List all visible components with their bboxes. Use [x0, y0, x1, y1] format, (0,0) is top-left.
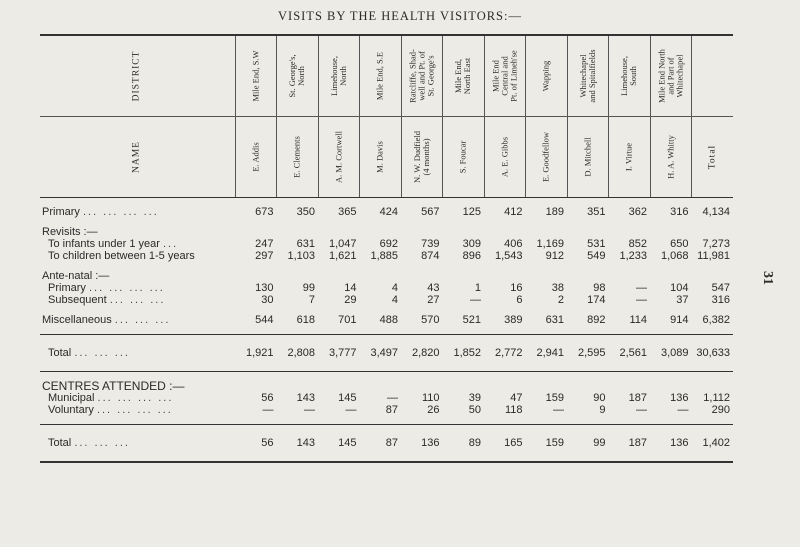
value-cell: 1,852 — [443, 335, 485, 372]
name-header-cell — [650, 117, 692, 198]
district-header: Whitechapel and Spitalfields — [577, 49, 597, 103]
value-cell: 159 — [545, 392, 564, 404]
name-header-cell — [277, 117, 319, 198]
row-label-text: Municipal — [48, 392, 95, 404]
row-label — [40, 404, 235, 416]
value-cell: 56 — [235, 425, 277, 463]
value-cell: 531 — [587, 238, 606, 250]
section-label: Ante-natal :— — [42, 270, 110, 282]
value-cell: 187 — [609, 425, 651, 463]
name-header: E. Clements — [291, 136, 302, 178]
name-header: H. A. Whitty — [665, 135, 676, 179]
table-row-total — [40, 335, 733, 372]
value-cell: 27 — [427, 294, 440, 306]
value-cell: 567 — [421, 206, 440, 218]
name-header: I. Virtue — [623, 142, 634, 172]
value-cell: 406 — [504, 238, 523, 250]
spacer-row — [40, 416, 733, 425]
value-cell: — — [387, 392, 398, 404]
value-cell: 297 — [255, 250, 274, 262]
row-label — [40, 392, 235, 404]
value-cell: 424 — [379, 206, 398, 218]
district-header-cell-empty — [692, 35, 734, 117]
table-row-children — [40, 250, 733, 262]
name-header-cell — [484, 117, 526, 198]
district-header: Mile End North and Part of Whitechapel — [656, 49, 685, 103]
value-cell: 351 — [587, 206, 606, 218]
total-cell: 1,112 — [703, 392, 730, 404]
value-cell: 136 — [670, 392, 689, 404]
value-cell: 110 — [421, 392, 440, 404]
row-label: To children between 1-5 years — [48, 250, 195, 262]
leader-dots: ... ... ... ... — [97, 392, 174, 404]
value-cell: 1,543 — [494, 250, 523, 262]
value-cell: 1,169 — [536, 238, 564, 250]
name-header: N. W. Dudfield (4 months) — [411, 131, 431, 183]
value-cell: 114 — [629, 314, 647, 326]
name-header-cell — [526, 117, 568, 198]
value-cell: — — [553, 404, 564, 416]
value-cell: — — [470, 294, 481, 306]
section-row-revisits — [40, 226, 733, 238]
district-header: Mile End, S.E — [374, 51, 385, 101]
total-header-cell — [692, 117, 734, 198]
row-label-text: Primary — [42, 206, 80, 218]
name-header-cell — [609, 117, 651, 198]
value-cell: 3,497 — [360, 335, 402, 372]
total-cell: 7,273 — [702, 238, 730, 250]
value-cell: 365 — [338, 206, 357, 218]
value-cell: 412 — [504, 206, 523, 218]
value-cell: 7 — [308, 294, 315, 306]
value-cell: — — [636, 282, 647, 294]
value-cell: 143 — [296, 392, 315, 404]
total-cell: 30,633 — [692, 335, 734, 372]
value-cell: 118 — [504, 404, 523, 416]
value-cell: 2,772 — [484, 335, 526, 372]
value-cell: 47 — [510, 392, 523, 404]
value-cell: 631 — [296, 238, 315, 250]
value-cell: 89 — [443, 425, 485, 463]
name-header-cell — [235, 117, 277, 198]
value-cell: 1,621 — [328, 250, 357, 262]
value-cell: 1,103 — [287, 250, 315, 262]
value-cell: 174 — [587, 294, 606, 306]
total-cell: 6,382 — [702, 314, 730, 326]
value-cell: 1,068 — [660, 250, 689, 262]
value-cell: 673 — [255, 206, 274, 218]
spacer-row — [40, 306, 733, 314]
row-label — [40, 206, 235, 218]
total-header: Total — [707, 144, 717, 170]
value-cell: 43 — [427, 282, 440, 294]
table-row-voluntary — [40, 404, 733, 416]
name-header: D. Mitchell — [582, 137, 593, 177]
table-row-total — [40, 425, 733, 463]
spacer-row — [40, 326, 733, 335]
total-cell: 547 — [711, 282, 730, 294]
district-header-cell — [401, 35, 443, 117]
value-cell: 143 — [277, 425, 319, 463]
leader-dots: ... ... ... ... — [82, 206, 159, 218]
district-header-cell — [650, 35, 692, 117]
value-cell: 650 — [670, 238, 689, 250]
leader-dots: ... ... ... ... — [88, 282, 165, 294]
value-cell: 87 — [360, 425, 402, 463]
spacer-row — [40, 198, 733, 207]
value-cell: — — [636, 404, 647, 416]
row-label — [40, 238, 235, 250]
value-cell: 739 — [421, 238, 440, 250]
leader-dots: ... ... ... — [74, 347, 130, 359]
value-cell: 37 — [676, 294, 689, 306]
value-cell: 136 — [401, 425, 443, 463]
leader-dots: ... ... ... — [74, 437, 130, 449]
value-cell: 2,808 — [277, 335, 319, 372]
value-cell: 104 — [670, 282, 689, 294]
district-header-cell — [318, 35, 360, 117]
name-header: E. Goodfellow — [540, 131, 551, 183]
value-cell: 145 — [318, 425, 360, 463]
value-cell: 38 — [551, 282, 564, 294]
value-cell: 2,820 — [401, 335, 443, 372]
value-cell: 544 — [255, 314, 274, 326]
name-header: A. E. Gibbs — [499, 136, 510, 178]
total-cell: 316 — [711, 294, 730, 306]
district-header: Limehouse, North — [328, 56, 348, 96]
district-header: Wapping — [540, 60, 551, 92]
value-cell: — — [262, 404, 274, 416]
value-cell: 1,885 — [370, 250, 398, 262]
district-header: Mile End Central and Pt. of Limeh'se — [490, 50, 519, 102]
value-cell: 350 — [296, 206, 315, 218]
value-cell: — — [304, 404, 315, 416]
spacer-row — [40, 262, 733, 270]
section-row-centres — [40, 380, 733, 392]
row-label-text: Voluntary — [48, 404, 94, 416]
leader-dots: ... — [162, 238, 179, 250]
value-cell: 852 — [628, 238, 647, 250]
value-cell: 1,921 — [235, 335, 277, 372]
value-cell: 99 — [567, 425, 609, 463]
row-label — [40, 425, 235, 463]
value-cell: 896 — [462, 250, 481, 262]
value-cell: 189 — [545, 206, 564, 218]
name-label: NAME — [131, 141, 142, 173]
value-cell: — — [345, 404, 357, 416]
table-row-municipal — [40, 392, 733, 404]
value-cell: 3,089 — [650, 335, 692, 372]
value-cell: 570 — [421, 314, 440, 326]
value-cell: 362 — [628, 206, 647, 218]
value-cell: 87 — [385, 404, 398, 416]
value-cell: 914 — [670, 314, 689, 326]
value-cell: 389 — [504, 314, 523, 326]
name-header-cell — [360, 117, 402, 198]
value-cell: 247 — [255, 238, 274, 250]
page-number: 31 — [760, 271, 775, 285]
section-row-antenatal — [40, 270, 733, 282]
value-cell: 3,777 — [318, 335, 360, 372]
district-header: St. George's, North — [287, 54, 307, 98]
value-cell: 125 — [462, 206, 481, 218]
row-label-text: Primary — [48, 282, 86, 294]
district-header-cell — [277, 35, 319, 117]
value-cell: 1,233 — [619, 250, 647, 262]
value-cell: 309 — [462, 238, 481, 250]
value-cell: 130 — [255, 282, 274, 294]
value-cell: 9 — [599, 404, 606, 416]
name-header-cell — [567, 117, 609, 198]
value-cell: 874 — [421, 250, 440, 262]
total-cell: 4,134 — [702, 206, 730, 218]
name-header: A. M. Cortwell — [333, 131, 344, 183]
value-cell: 50 — [468, 404, 481, 416]
total-cell: 1,402 — [692, 425, 734, 463]
name-header-cell — [401, 117, 443, 198]
name-header: E. Addis — [250, 142, 261, 172]
table-row-antenatal-subsequent — [40, 294, 733, 306]
value-cell: 521 — [462, 314, 481, 326]
district-header-cell — [526, 35, 568, 117]
name-label-cell — [40, 117, 235, 198]
value-cell: 2,595 — [567, 335, 609, 372]
value-cell: 1,047 — [328, 238, 357, 250]
name-header: M. Davis — [374, 141, 385, 173]
district-header-row — [40, 35, 733, 117]
row-label-text: Subsequent — [48, 294, 107, 306]
table-row-antenatal-primary — [40, 282, 733, 294]
value-cell: 56 — [261, 392, 274, 404]
value-cell: 701 — [338, 314, 357, 326]
name-header: S. Foucar — [457, 140, 468, 174]
value-cell: 145 — [338, 392, 357, 404]
district-label: DISTRICT — [131, 50, 142, 102]
row-label — [40, 335, 235, 372]
value-cell: — — [677, 404, 689, 416]
district-header-cell — [443, 35, 485, 117]
row-label-text: Total — [48, 347, 72, 359]
value-cell: 1 — [474, 282, 481, 294]
row-label-text: To infants under 1 year — [48, 238, 160, 250]
value-cell: 29 — [344, 294, 357, 306]
value-cell: 39 — [468, 392, 481, 404]
total-cell: 290 — [711, 404, 730, 416]
value-cell: 14 — [344, 282, 357, 294]
district-header: Limehouse, South — [619, 56, 639, 96]
value-cell: 549 — [587, 250, 606, 262]
value-cell: 26 — [427, 404, 440, 416]
section-label: Revisits :— — [42, 226, 98, 238]
district-label-cell — [40, 35, 235, 117]
table-row-primary — [40, 206, 733, 218]
table-row-infants — [40, 238, 733, 250]
row-label — [40, 282, 235, 294]
value-cell: 912 — [545, 250, 564, 262]
value-cell: — — [636, 294, 647, 306]
page-title: VISITS BY THE HEALTH VISITORS:— — [278, 9, 522, 23]
value-cell: 692 — [379, 238, 398, 250]
name-header-cell — [443, 117, 485, 198]
value-cell: 4 — [391, 282, 398, 294]
value-cell: 30 — [261, 294, 274, 306]
value-cell: 165 — [484, 425, 526, 463]
spacer-row — [40, 218, 733, 226]
district-header-cell — [484, 35, 526, 117]
total-cell: 11,981 — [697, 250, 730, 262]
value-cell: 90 — [593, 392, 606, 404]
value-cell: 631 — [545, 314, 564, 326]
value-cell: 159 — [526, 425, 568, 463]
value-cell: 187 — [628, 392, 647, 404]
row-label-text: Total — [48, 437, 72, 449]
value-cell: 2,941 — [526, 335, 568, 372]
leader-dots: ... ... ... — [109, 294, 166, 306]
district-header-cell — [567, 35, 609, 117]
leader-dots: ... ... ... — [114, 314, 171, 326]
value-cell: 136 — [650, 425, 692, 463]
value-cell: 2,561 — [609, 335, 651, 372]
district-header: Mile End, S.W — [250, 50, 261, 102]
value-cell: 6 — [516, 294, 523, 306]
value-cell: 98 — [593, 282, 606, 294]
value-cell: 99 — [302, 282, 315, 294]
row-label — [40, 294, 235, 306]
name-header-cell — [318, 117, 360, 198]
district-header: Mile End, North East — [453, 57, 473, 95]
district-header-cell — [360, 35, 402, 117]
district-header: Ratcliffe, Shad- well and Pt. of St. George's — [407, 49, 436, 103]
district-header-cell — [609, 35, 651, 117]
value-cell: 4 — [391, 294, 398, 306]
section-label: CENTRES ATTENDED :— — [42, 379, 185, 393]
district-header-cell — [235, 35, 277, 117]
row-label-text: Miscellaneous — [42, 314, 112, 326]
value-cell: 488 — [379, 314, 398, 326]
table-row-miscellaneous — [40, 314, 733, 326]
value-cell: 2 — [557, 294, 564, 306]
value-cell: 618 — [296, 314, 315, 326]
name-header-row — [40, 117, 733, 198]
health-visitors-table — [40, 34, 733, 463]
value-cell: 892 — [587, 314, 606, 326]
row-label — [40, 314, 235, 326]
leader-dots: ... ... ... ... — [96, 404, 173, 416]
value-cell: 16 — [510, 282, 523, 294]
value-cell: 316 — [670, 206, 689, 218]
